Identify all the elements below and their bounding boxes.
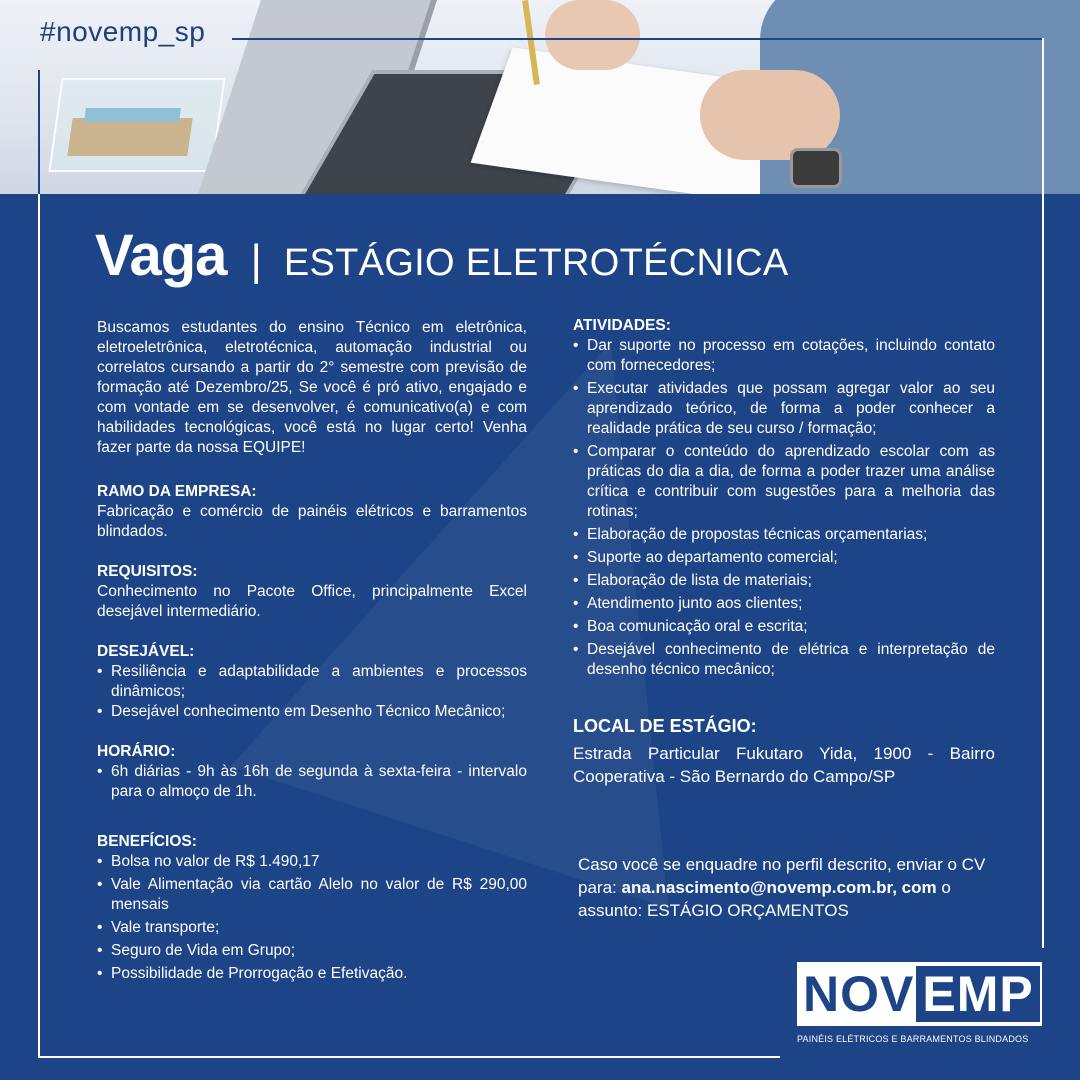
- title-separator: |: [250, 236, 262, 285]
- list-item: • Suporte ao departamento comercial;: [573, 548, 995, 568]
- section-requisitos: [97, 562, 527, 622]
- list-item: • Resiliência e adaptabilidade a ambientes e processos dinâmicos;: [97, 662, 527, 702]
- contact-suffix: o assunto: ESTÁGIO ORÇAMENTOS: [578, 878, 951, 920]
- frame-line-left-top: [38, 70, 40, 194]
- logo-wordmark: [803, 966, 1040, 1022]
- beneficios-heading: BENEFÍCIOS:: [97, 833, 197, 850]
- section-horario: [97, 742, 527, 802]
- horario-list: [97, 762, 527, 802]
- list-item: • Seguro de Vida em Grupo;: [97, 941, 527, 961]
- notepad-blue-shape: [84, 108, 181, 122]
- list-item: • 6h diárias - 9h às 16h de segunda à sexta-feira - intervalo para o almoço de 1h.: [97, 762, 527, 802]
- list-item: • Comparar o conteúdo do aprendizado escolar com as práticas do dia a dia, de forma a poder trazer uma análise crítica e contribuir com sugestões para a melhoria das rotinas;: [573, 442, 995, 522]
- watch-shape: [790, 148, 842, 188]
- ramo-text: Fabricação e comércio de painéis elétricos e barramentos blindados.: [97, 503, 527, 540]
- desejavel-heading: DESEJÁVEL:: [97, 643, 195, 660]
- title-main: Vaga: [95, 223, 227, 288]
- section-ramo: [97, 482, 527, 542]
- contact-email[interactable]: ana.nascimento@novemp.com.br, com: [621, 878, 937, 897]
- hashtag: #novemp_sp: [40, 16, 206, 47]
- contact-text: [578, 853, 1008, 922]
- right-column: [573, 316, 995, 788]
- list-item: • Executar atividades que possam agregar valor ao seu aprendizado teórico, de forma a poder conhecer a realidade prática de seu curso / formação;: [573, 379, 995, 439]
- section-desejavel: [97, 642, 527, 722]
- desejavel-list: [97, 662, 527, 722]
- atividades-list: [573, 336, 995, 680]
- title-sub: ESTÁGIO ELETROTÉCNICA: [283, 242, 789, 284]
- notepads-shape: [67, 118, 192, 156]
- frame-line-top: [232, 38, 1042, 40]
- requisitos-text: Conhecimento no Pacote Office, principalmente Excel desejável intermediário.: [97, 583, 527, 620]
- left-column: [97, 318, 527, 987]
- page-title: [95, 222, 788, 289]
- novemp-logo: [797, 962, 1042, 1026]
- beneficios-list: [97, 852, 527, 984]
- intro-text: Buscamos estudantes do ensino Técnico em eletrônica, eletroeletrônica, eletrotécnica, automação industrial ou correlatos cursando a partir do 2° semestre com previsão de formação até Dezembro/25, Se você é pró ativo, engajado e com vontade em se desenvolver, é comunicativo(a) e com habilidades tecnológicas, você está no lugar certo! Venha fazer parte da nossa EQUIPE!: [97, 319, 527, 456]
- list-item: • Vale Alimentação via cartão Alelo no valor de R$ 290,00 mensais: [97, 875, 527, 915]
- hand-shape: [700, 70, 840, 160]
- list-item: • Possibilidade de Prorrogação e Efetivação.: [97, 964, 527, 984]
- logo-part2: EMP: [916, 966, 1039, 1022]
- writing-hand-shape: [545, 0, 640, 70]
- frame-line-right: [1042, 38, 1044, 948]
- list-item: • Desejável conhecimento de elétrica e interpretação de desenho técnico mecânico;: [573, 640, 995, 680]
- local-text: Estrada Particular Fukutaro Yida, 1900 - Bairro Cooperativa - São Bernardo do Campo/SP: [573, 744, 995, 786]
- requisitos-heading: REQUISITOS:: [97, 563, 198, 580]
- list-item: • Elaboração de lista de materiais;: [573, 571, 995, 591]
- section-beneficios: [97, 832, 527, 984]
- logo-part1: NOV: [803, 966, 915, 1022]
- list-item: • Bolsa no valor de R$ 1.490,17: [97, 852, 527, 872]
- list-item: • Boa comunicação oral e escrita;: [573, 617, 995, 637]
- logo-tagline: PAINÉIS ELÉTRICOS E BARRAMENTOS BLINDADOS: [797, 1034, 1029, 1044]
- section-atividades: [573, 316, 995, 680]
- list-item: • Atendimento junto aos clientes;: [573, 594, 995, 614]
- list-item: • Vale transporte;: [97, 918, 527, 938]
- horario-heading: HORÁRIO:: [97, 743, 176, 760]
- contact-prefix: Caso você se enquadre no perfil descrito, enviar o CV para:: [578, 855, 986, 897]
- list-item: • Elaboração de propostas técnicas orçamentarias;: [573, 525, 995, 545]
- local-heading: LOCAL DE ESTÁGIO:: [573, 716, 757, 736]
- frame-line-left: [38, 194, 40, 1058]
- list-item: • Desejável conhecimento em Desenho Técnico Mecânico;: [97, 702, 527, 722]
- atividades-heading: ATIVIDADES:: [573, 317, 671, 334]
- section-local: [573, 716, 995, 788]
- header-photo: [0, 0, 1080, 194]
- frame-line-bottom: [38, 1056, 780, 1058]
- ramo-heading: RAMO DA EMPRESA:: [97, 483, 257, 500]
- list-item: • Dar suporte no processo em cotações, incluindo contato com fornecedores;: [573, 336, 995, 376]
